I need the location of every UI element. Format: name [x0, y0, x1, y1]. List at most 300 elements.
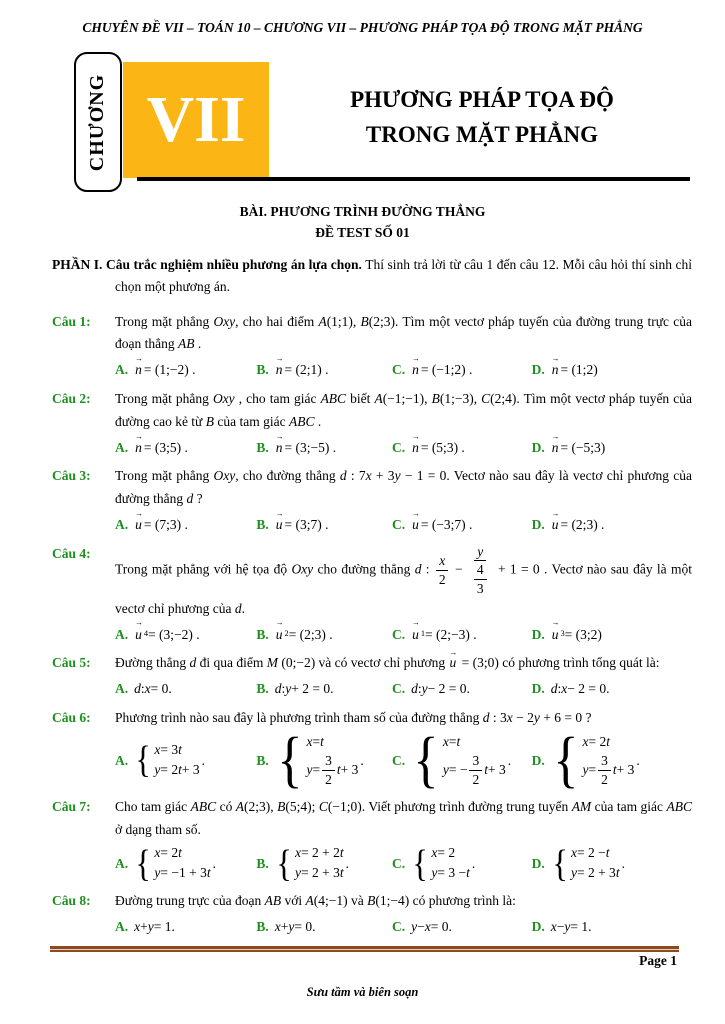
math-variable: AB — [264, 893, 282, 909]
text-run: + 3 — [340, 762, 359, 778]
math-variable: y — [285, 681, 292, 697]
math-variable: d — [414, 561, 422, 577]
text-run: của tam giác — [591, 798, 667, 814]
equation-system — [134, 741, 200, 780]
footer-rule — [50, 946, 679, 952]
math-variable: t — [484, 762, 488, 778]
answer-content — [411, 733, 511, 789]
math-variable: C — [318, 798, 328, 814]
math-variable: ABC — [666, 798, 693, 814]
answer-letter: A. — [115, 856, 129, 872]
math-variable: B — [360, 313, 369, 329]
text-run: − 2 — [512, 709, 534, 725]
fraction-denominator — [469, 771, 482, 789]
math-variable: A — [235, 798, 245, 814]
text-run: = (2;−3) . — [425, 626, 477, 642]
fraction-numerator — [474, 543, 486, 562]
text-run: . — [241, 600, 245, 616]
question-main — [115, 890, 692, 938]
math-variable: y — [288, 919, 295, 935]
equation-row — [295, 844, 344, 863]
math-variable: d — [411, 681, 418, 697]
math-variable: { x — [154, 742, 161, 758]
text-run: = (−1;2) . — [420, 362, 473, 378]
answer-letter: B. — [256, 362, 269, 378]
vector-symbol: n → — [135, 437, 142, 459]
math-variable: t — [206, 865, 211, 881]
text-run: (0;−2) và có vectơ chỉ phương — [277, 655, 449, 671]
vector-symbol: n → — [135, 359, 142, 381]
answer-option — [532, 678, 692, 700]
text-run: + — [140, 919, 148, 935]
math-variable: d — [274, 681, 282, 697]
answer-content — [134, 437, 188, 459]
math-variable: ABC — [190, 798, 217, 814]
answer-option — [532, 359, 692, 381]
text-run: = (3;2) — [564, 626, 602, 642]
math-variable: d — [134, 681, 141, 697]
answer-content — [411, 678, 470, 700]
answer-letter: D. — [531, 362, 545, 378]
math-variable: t — [339, 865, 344, 881]
fraction-numerator — [474, 561, 487, 580]
answer-option — [115, 844, 256, 883]
math-variable: ABC — [320, 391, 347, 406]
text-run: = (1;−2) . — [143, 362, 196, 378]
answer-content — [134, 916, 175, 938]
math-variable: x — [274, 919, 281, 935]
answer-option — [532, 733, 692, 789]
answer-option — [256, 437, 392, 459]
text-run: = (5;3) . — [420, 439, 465, 455]
text-run: = 3 — [160, 742, 179, 758]
math-variable: t — [605, 845, 610, 861]
text-run: = (3;5) . — [143, 439, 188, 455]
text-run: . — [507, 752, 512, 768]
equation-row — [154, 741, 182, 760]
answer-letter: A. — [115, 752, 129, 768]
answer-option — [532, 437, 692, 459]
question-block — [52, 311, 692, 381]
text-run: (2;3) — [368, 313, 396, 329]
fraction-numerator — [469, 752, 482, 771]
text-run: Đường trung trực của đoạn — [115, 893, 265, 909]
question-block — [52, 796, 692, 884]
answer-content: u → 3 = (3;2) — [551, 624, 602, 646]
text-run: 4 — [476, 562, 484, 578]
math-variable: C — [481, 391, 491, 406]
equation-system-rows — [443, 733, 506, 789]
equation-system — [411, 733, 506, 789]
part-heading-rest: Thí sinh trả lời từ câu 1 đến câu 12. Mỗi câu hỏi thí sinh chỉ chọn một phương án. — [115, 257, 692, 295]
answer-letter: C. — [391, 626, 406, 642]
equation-row — [154, 864, 210, 883]
text-run: (1;1), — [326, 313, 361, 329]
math-variable: { x — [431, 845, 438, 861]
text-run: , cho hai điểm — [235, 313, 319, 329]
equation-system-rows — [307, 733, 359, 789]
chapter-banner — [74, 50, 690, 195]
equation-row — [154, 761, 199, 780]
equation-row — [582, 752, 634, 788]
answer-letter: B. — [256, 439, 269, 455]
question-label: Câu 8: — [52, 893, 91, 909]
math-variable: t — [612, 762, 617, 778]
text-run: của tam giác — [214, 413, 289, 429]
question-label: Câu 6: — [52, 709, 91, 725]
math-variable: x — [144, 681, 151, 697]
math-variable: y — [582, 762, 589, 778]
text-run: = (1;2) — [560, 362, 598, 378]
text-run: = — [588, 762, 597, 778]
math-variable: x — [550, 919, 557, 935]
answer-letter: A. — [115, 439, 129, 455]
answer-content — [275, 844, 349, 883]
part-heading-bold: PHẦN I. Câu trắc nghiệm nhiều phương án lựa chọn. — [52, 257, 362, 272]
answer-content — [275, 359, 329, 381]
vector-symbol: n → — [276, 437, 283, 459]
answer-option — [115, 741, 256, 780]
equation-row — [443, 733, 460, 752]
equation-row — [443, 752, 506, 788]
text-run: = (3;0) có phương trình tổng quát là: — [458, 655, 660, 671]
answer-letter: C. — [391, 517, 406, 533]
text-run: Phương trình nào sau đây là phương trình tham số của đường thẳng — [115, 709, 483, 725]
vector-symbol: u → — [135, 624, 142, 646]
question-block — [52, 890, 692, 938]
answer-option — [392, 678, 532, 700]
answer-content — [551, 437, 606, 459]
answer-content — [551, 359, 598, 381]
math-variable: y — [154, 762, 161, 778]
text-run: Đường thẳng — [115, 655, 190, 671]
vector-symbol: u → — [552, 624, 559, 646]
math-variable: { x — [570, 845, 577, 861]
math-variable: t — [178, 845, 182, 861]
text-run: + 6 = 0 ? — [539, 709, 592, 725]
answer-content: u → 4 = (3;−2) . — [134, 624, 200, 646]
text-run: 3 — [472, 753, 480, 769]
text-run: + — [280, 919, 289, 935]
question-main — [115, 543, 692, 645]
text-run: − 2 = 0. — [427, 681, 470, 697]
test-title: ĐỀ TEST SỐ 01 — [315, 224, 410, 240]
question-block — [52, 543, 692, 645]
fraction-denominator — [474, 580, 487, 598]
question-block — [52, 465, 692, 535]
answer-letter: A. — [115, 517, 129, 533]
answer-content — [134, 678, 172, 700]
text-run: . Viết phương trình đường trung tuyến — [361, 798, 572, 814]
text-run: = (2;3) . — [560, 517, 605, 533]
text-run: = (−5;3) — [560, 439, 606, 455]
text-run: Trong mặt phẳng — [115, 313, 214, 329]
equation-system — [275, 733, 359, 789]
text-run: Trong mặt phẳng — [115, 468, 214, 484]
text-run: 3 — [601, 753, 608, 769]
answer-option — [392, 844, 532, 883]
math-variable: B — [277, 798, 286, 814]
answer-content: u → 1 = (2;−3) . — [411, 624, 477, 646]
text-run: : — [140, 681, 145, 697]
text-run: (2;4) — [490, 391, 517, 406]
answer-option — [256, 678, 392, 700]
answer-content — [134, 844, 216, 883]
answer-content — [275, 678, 334, 700]
text-run: = 1. — [570, 919, 592, 935]
question-label: Câu 1: — [52, 313, 91, 329]
text-run: = — [312, 733, 321, 749]
answer-options — [115, 844, 692, 883]
fraction-numerator — [436, 552, 448, 571]
equation-row — [431, 844, 455, 863]
answer-option — [392, 733, 532, 789]
math-variable: Oxy — [291, 561, 314, 577]
answer-option — [256, 624, 392, 646]
vector-symbol: n → — [412, 359, 419, 381]
text-run: có — [216, 798, 236, 814]
question-text — [115, 796, 692, 842]
equation-row — [431, 864, 470, 883]
text-run: . Vectơ nào sau đây là vectơ chỉ phương của đường thẳng — [115, 468, 692, 507]
answer-option — [392, 437, 532, 459]
vector-symbol: u → — [450, 652, 457, 675]
answer-letter: B. — [256, 752, 269, 768]
chapter-title-line1: PHƯƠNG PHÁP TỌA ĐỘ — [350, 87, 614, 112]
answer-content — [275, 733, 364, 789]
text-run: . — [360, 752, 364, 768]
text-run: = 2 — [588, 733, 607, 749]
equation-row — [571, 864, 620, 883]
text-run: = (2;1) . — [284, 362, 329, 378]
answer-option — [532, 624, 692, 646]
fraction-denominator — [436, 571, 449, 589]
text-run: . — [194, 336, 202, 352]
question-main — [115, 707, 692, 789]
text-run: (2;3), — [244, 798, 278, 814]
answer-option — [392, 359, 532, 381]
equation-row — [582, 733, 610, 752]
text-run: : — [421, 561, 434, 577]
answer-content — [411, 844, 475, 883]
math-fraction — [474, 561, 487, 597]
math-variable: { x — [442, 733, 449, 749]
fraction-denominator — [322, 771, 335, 789]
text-run: = 2 — [160, 845, 179, 861]
answer-letter: C. — [391, 856, 406, 872]
answer-option — [256, 916, 392, 938]
math-variable: A — [318, 313, 327, 329]
answer-letter: D. — [531, 856, 545, 872]
text-run: = 2 + 3 — [576, 865, 616, 881]
text-run: + 3 — [616, 762, 635, 778]
vector-symbol: n → — [412, 437, 419, 459]
answer-option — [532, 844, 692, 883]
answer-letter: B. — [256, 856, 269, 872]
text-run: + 3 — [371, 468, 395, 484]
math-variable: t — [178, 762, 182, 778]
math-variable: t — [606, 733, 610, 749]
math-variable: t — [615, 865, 620, 881]
text-run: với — [281, 893, 306, 909]
answer-content — [551, 844, 625, 883]
text-run: cho đường thẳng — [313, 561, 415, 577]
lesson-heading — [0, 202, 725, 244]
question-text — [115, 465, 692, 511]
text-run: − — [556, 919, 565, 935]
math-variable: x — [365, 468, 372, 484]
text-run: . — [314, 413, 322, 429]
answer-option — [256, 514, 392, 536]
answer-content — [551, 678, 610, 700]
answer-options — [115, 733, 692, 789]
text-run: . — [636, 752, 640, 768]
question-main — [115, 652, 692, 700]
vector-symbol: n → — [276, 359, 283, 381]
math-variable: A — [374, 391, 383, 406]
chapter-side-box — [74, 52, 122, 192]
equation-system — [551, 844, 620, 883]
question-text — [115, 311, 692, 357]
answer-option — [115, 678, 256, 700]
math-variable: Oxy — [213, 313, 236, 329]
answer-content — [411, 916, 452, 938]
answer-options — [115, 624, 692, 646]
questions — [52, 311, 692, 938]
answer-letter: D. — [531, 517, 545, 533]
answer-option — [115, 916, 256, 938]
question-text — [115, 388, 692, 434]
answer-content — [551, 514, 605, 536]
math-variable: d — [186, 491, 194, 507]
chapter-title — [274, 83, 690, 152]
answer-content — [134, 514, 188, 536]
answer-letter: C. — [391, 362, 406, 378]
footer-note: Sưu tầm và biên soạn — [306, 985, 419, 999]
math-variable: y — [394, 468, 401, 484]
math-variable: Oxy — [213, 468, 236, 484]
question-block — [52, 652, 692, 700]
content-area — [52, 254, 692, 945]
text-run: . Tìm một vectơ pháp tuyến của đường cao kẻ từ — [115, 391, 692, 429]
text-run: 2 — [601, 772, 608, 788]
math-fraction — [598, 752, 611, 788]
math-variable: { x — [582, 733, 589, 749]
text-run: = — [448, 733, 457, 749]
fraction-denominator — [598, 771, 611, 789]
answer-content — [551, 733, 640, 789]
answer-options — [115, 437, 692, 459]
answer-content — [275, 514, 329, 536]
question-text — [115, 890, 692, 913]
answer-letter: B. — [256, 626, 269, 642]
text-run: = — [312, 762, 321, 778]
text-run: đi qua điểm — [196, 655, 267, 671]
text-run: (1;−4) có phương trình là: — [375, 893, 516, 909]
text-run: − 2 = 0. — [567, 681, 610, 697]
chapter-side-label: CHƯƠNG — [86, 73, 109, 171]
math-fraction — [322, 752, 335, 788]
math-variable: AB — [178, 336, 195, 352]
text-run: 3 — [325, 753, 332, 769]
vector-symbol: u → — [276, 514, 283, 536]
answer-letter: D. — [531, 919, 545, 935]
vector-symbol: u → — [412, 624, 419, 646]
page-number: Page 1 — [639, 953, 677, 968]
text-run: = 2 + 3 — [301, 865, 340, 881]
answer-options — [115, 514, 692, 536]
equation-system-rows — [154, 741, 199, 780]
text-run: Cho tam giác — [115, 798, 191, 814]
answer-option — [115, 437, 256, 459]
math-variable: y — [564, 919, 571, 935]
lesson-title: BÀI. PHƯƠNG TRÌNH ĐƯỜNG THẲNG — [239, 204, 486, 219]
answer-option — [115, 624, 256, 646]
vector-symbol: u → — [412, 514, 419, 536]
question-main — [115, 388, 692, 458]
text-run: . — [621, 856, 625, 872]
fraction-numerator — [598, 752, 611, 771]
math-variable: y — [411, 919, 418, 935]
text-run: = 0. — [150, 681, 172, 697]
math-variable: y — [477, 543, 484, 559]
answer-content — [411, 514, 472, 536]
text-run: = (3;−5) . — [284, 439, 337, 455]
chapter-title-line2: TRONG MẶT PHẲNG — [365, 121, 599, 147]
text-run: Trong mặt phẳng — [115, 391, 213, 406]
text-run: = 3 − — [437, 865, 467, 881]
text-run: = (−3;7) . — [420, 517, 473, 533]
answer-option — [115, 514, 256, 536]
equation-system — [411, 844, 470, 883]
text-run: − — [417, 919, 425, 935]
text-run: + 2 = 0. — [291, 681, 334, 697]
math-variable: t — [320, 733, 324, 749]
text-run: = −1 + 3 — [160, 865, 207, 881]
text-run: = (2;3) . — [288, 626, 333, 642]
math-variable: B — [431, 391, 440, 406]
answer-letter: A. — [115, 681, 129, 697]
math-variable: AM — [571, 798, 592, 814]
question-block — [52, 707, 692, 789]
answer-letter: D. — [531, 752, 545, 768]
answer-option — [256, 359, 392, 381]
answer-content — [275, 437, 336, 459]
math-variable: y — [154, 865, 161, 881]
vector-symbol: n → — [552, 359, 559, 381]
math-variable: Oxy — [212, 391, 235, 406]
math-variable: x — [561, 681, 568, 697]
answer-option — [256, 844, 392, 883]
equation-row — [307, 752, 359, 788]
text-run: = 2 — [437, 845, 456, 861]
answer-options — [115, 916, 692, 938]
math-variable: t — [336, 762, 341, 778]
answer-letter: A. — [115, 362, 129, 378]
text-run: . — [345, 856, 349, 872]
answer-content — [411, 359, 472, 381]
math-fraction — [436, 552, 449, 588]
answer-option — [256, 733, 392, 789]
answer-content — [275, 916, 316, 938]
math-variable: { x — [295, 845, 301, 861]
math-variable: ABC — [288, 413, 315, 429]
math-variable: t — [339, 845, 344, 861]
text-run: : — [417, 681, 422, 697]
answer-content — [411, 437, 465, 459]
text-run: + 3 — [181, 762, 200, 778]
answer-content: u → 2 = (2;3) . — [275, 624, 333, 646]
